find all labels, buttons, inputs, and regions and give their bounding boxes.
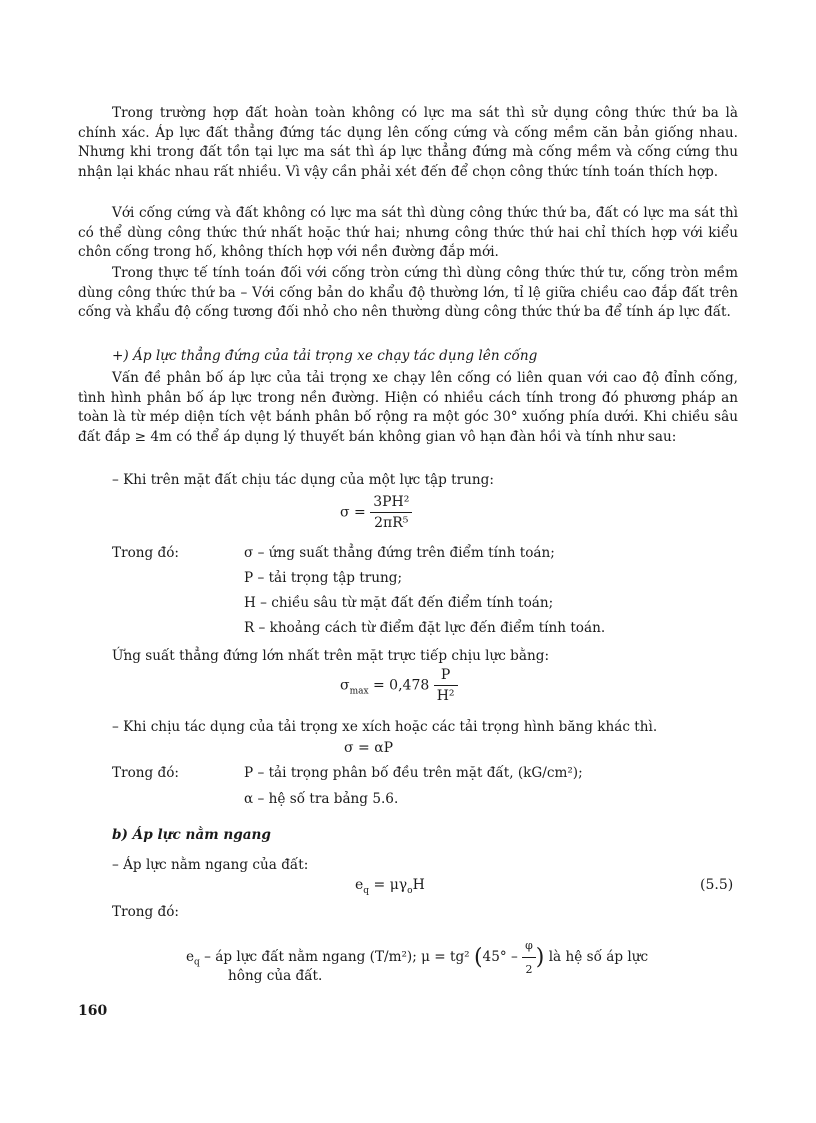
where-label-3: Trong đó:	[112, 904, 179, 920]
formula-4-gamma-subscript: o	[407, 885, 413, 896]
formula-sigma-max	[340, 667, 458, 704]
formula-2-fraction	[434, 667, 458, 704]
definition-eq-angle: 45° –	[482, 949, 518, 965]
formula-2-subscript: max	[349, 686, 369, 697]
phi-over-two-fraction	[522, 936, 536, 979]
formula-4-mu-gamma: = μγ	[373, 877, 408, 893]
definition-p: P – tải trọng tập trung;	[244, 570, 403, 586]
page-number: 160	[78, 1003, 108, 1019]
definition-eq-tail: là hệ số áp lực	[544, 949, 649, 965]
definition-sigma: σ – ứng suất thẳng đứng trên điểm tính toán;	[244, 545, 555, 561]
definition-eq-subscript: q	[194, 957, 200, 968]
formula-sigma-alpha-p: σ = αP	[344, 740, 394, 756]
formula-sigma-point-load	[340, 494, 412, 531]
equation-number: (5.5)	[700, 877, 734, 893]
where-label-2: Trong đó:	[112, 765, 179, 781]
paragraph-4: Vấn đề phân bố áp lực của tải trọng xe chạy lên cống có liên quan với cao độ đỉnh cống, tình hình phân bố áp lực trong nền đường. Hiện có nhiều cách tính trong đó phương pháp an toàn là từ mép diện tích vệt bánh phân bố rộng ra một góc 30° xuống phía dưới. Khi chiều sâu đất đắp ≥ 4m có thể áp dụng lý thuyết bán không gian vô hạn đàn hồi và tính như sau:	[78, 370, 738, 445]
definition-r: R – khoảng cách từ điểm đặt lực đến điểm tính toán.	[244, 620, 606, 636]
formula-1-lhs: σ =	[340, 504, 366, 521]
two-denominator: 2	[525, 963, 533, 976]
formula-2-coefficient: = 0,478	[373, 677, 430, 694]
formula-4-e-subscript: q	[363, 885, 370, 896]
definition-eq-text: – áp lực đất nằm ngang (T/m²); μ = tg²	[199, 949, 470, 965]
formula-2-denominator: H²	[436, 688, 455, 704]
paragraph-2: Với cống cứng và đất không có lực ma sát thì dùng công thức thứ ba, đất có lực ma sát thì có thể dùng công thức thứ nhất hoặc thứ hai; nhưng công thức thứ hai chỉ thích hợp với kiểu chôn cống trong hố, không thích hợp với nền đường đắp mới.	[78, 205, 738, 260]
close-paren: )	[535, 945, 545, 970]
formula-4-e: e	[355, 877, 364, 893]
phi-numerator: φ	[522, 936, 536, 958]
open-paren: (	[473, 945, 483, 970]
formula-2-lhs: σ	[340, 677, 350, 694]
where-label-1: Trong đó:	[112, 545, 179, 561]
formula-1-denominator: 2πR⁵	[374, 515, 409, 531]
distributed-load-intro: – Khi chịu tác dụng của tải trọng xe xích hoặc các tải trọng hình băng khác thì.	[112, 719, 658, 735]
section-heading-horizontal-pressure: b) Áp lực nằm ngang	[112, 827, 271, 843]
definition-h: H – chiều sâu từ mặt đất đến điểm tính toán;	[244, 595, 554, 611]
definition-eq-continuation: hông của đất.	[228, 968, 323, 984]
section-heading-vertical-load: +) Áp lực thẳng đứng của tải trọng xe chạy tác dụng lên cống	[112, 348, 538, 364]
definition-eq-symbol: e	[186, 949, 195, 965]
definition-p-distributed: P – tải trọng phân bố đều trên mặt đất, (kG/cm²);	[244, 765, 583, 781]
point-load-intro: – Khi trên mặt đất chịu tác dụng của một lực tập trung:	[112, 472, 494, 488]
paragraph-3: Trong thực tế tính toán đối với cống tròn cứng thì dùng công thức thứ tư, cống tròn mềm dùng công thức thứ ba – Với cống bản do khẩu độ thường lớn, tỉ lệ giữa chiều cao đắp đất trên cống và khẩu độ cống tương đối nhỏ cho nên thường dùng công thức thứ ba để tính áp lực đất.	[78, 265, 738, 320]
definition-alpha: α – hệ số tra bảng 5.6.	[244, 791, 399, 807]
formula-4-h: H	[412, 877, 425, 893]
formula-1-numerator: 3PH²	[370, 494, 412, 513]
horizontal-pressure-intro: – Áp lực nằm ngang của đất:	[112, 857, 309, 873]
max-stress-intro: Ứng suất thẳng đứng lớn nhất trên mặt trực tiếp chịu lực bằng:	[112, 648, 550, 664]
formula-2-numerator: P	[434, 667, 458, 686]
paragraph-1: Trong trường hợp đất hoàn toàn không có lực ma sát thì sử dụng công thức thứ ba là chính xác. Áp lực đất thẳng đứng tác dụng lên cống cứng và cống mềm căn bản giống nhau. Nhưng khi trong đất tồn tại lực ma sát thì áp lực thẳng đứng mà cống mềm và cống cứng thu nhận lại khác nhau rất nhiều. Vì vậy cần phải xét đến để chọn công thức tính toán thích hợp.	[78, 105, 738, 180]
formula-horizontal-pressure	[355, 877, 425, 896]
formula-1-fraction	[370, 494, 412, 531]
